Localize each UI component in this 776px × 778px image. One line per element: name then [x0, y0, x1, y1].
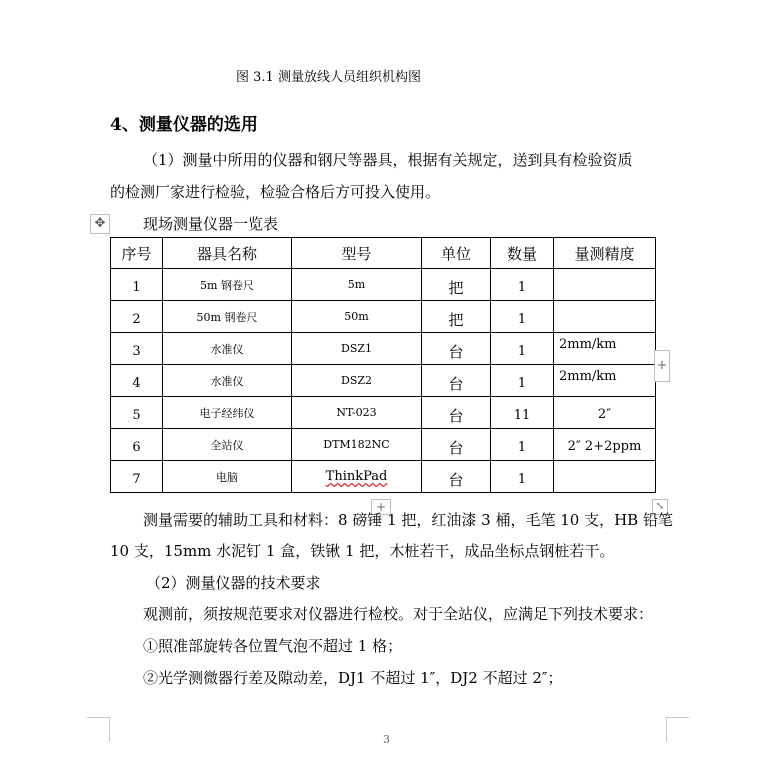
- cell-no: 3: [111, 333, 163, 365]
- table-title: 现场测量仪器一览表: [143, 215, 279, 233]
- table-row: [111, 365, 656, 397]
- cell-model: [292, 461, 422, 493]
- cell-qty: 1: [491, 333, 554, 365]
- paragraph-2-line-1: 测量需要的辅助工具和材料：8 磅锤 1 把，红油漆 3 桶，毛笔 10 支，HB 铅笔: [143, 511, 673, 529]
- section-heading: 4、测量仪器的选用: [110, 115, 258, 135]
- cell-name: 5m 钢卷尺: [163, 269, 292, 301]
- subheading-2: （2）测量仪器的技术要求: [146, 574, 321, 592]
- cell-unit: 把: [422, 269, 491, 301]
- cell-no: 2: [111, 301, 163, 333]
- cell-qty: 1: [491, 301, 554, 333]
- cell-qty: 1: [491, 461, 554, 493]
- cell-model: 5m: [292, 269, 422, 301]
- cell-unit: 台: [422, 429, 491, 461]
- cell-model: DTM182NC: [292, 429, 422, 461]
- cell-no: 5: [111, 397, 163, 429]
- requirement-item-2: ②光学测微器行差及隙动差，DJ1 不超过 1″，DJ2 不超过 2″；: [143, 669, 563, 687]
- cell-qty: 11: [491, 397, 554, 429]
- cell-model: DSZ2: [292, 365, 422, 397]
- spellcheck-underlined-text: ThinkPad: [325, 469, 388, 484]
- cell-qty: 1: [491, 429, 554, 461]
- add-column-plus-icon[interactable]: +: [654, 350, 670, 382]
- cell-model: DSZ1: [292, 333, 422, 365]
- header-cell-precision: 量测精度: [554, 238, 656, 269]
- cell-precision: [554, 269, 656, 301]
- page-corner-mark-right: [666, 717, 689, 742]
- table-row: [111, 269, 656, 301]
- header-cell-no: 序号: [111, 238, 163, 269]
- cell-name: 水准仪: [163, 365, 292, 397]
- cell-unit: 台: [422, 397, 491, 429]
- page-corner-mark-left: [87, 717, 110, 742]
- requirement-item-1: ①照准部旋转各位置气泡不超过 1 格；: [143, 637, 403, 655]
- cell-name: 水准仪: [163, 333, 292, 365]
- header-cell-qty: 数量: [491, 238, 554, 269]
- cell-name: 50m 钢卷尺: [163, 301, 292, 333]
- cell-model: 50m: [292, 301, 422, 333]
- table-row: [111, 397, 656, 429]
- add-row-plus-icon[interactable]: +: [371, 499, 391, 515]
- header-cell-model: 型号: [292, 238, 422, 269]
- cell-no: 4: [111, 365, 163, 397]
- table-row: [111, 461, 656, 493]
- cell-name: 电脑: [163, 461, 292, 493]
- paragraph-2-line-2: 10 支，15mm 水泥钉 1 盒，铁锹 1 把，木桩若干，成品坐标点钢桩若干。: [110, 542, 615, 560]
- page-number: 3: [383, 733, 390, 746]
- table-row: [111, 429, 656, 461]
- figure-caption: 图 3.1 测量放线人员组织机构图: [236, 70, 421, 85]
- cell-precision: 2″: [554, 397, 656, 429]
- cell-precision: 2″ 2+2ppm: [554, 429, 656, 461]
- cell-model: NT-023: [292, 397, 422, 429]
- header-cell-unit: 单位: [422, 238, 491, 269]
- cell-unit: 台: [422, 365, 491, 397]
- cell-unit: 把: [422, 301, 491, 333]
- cell-unit: 台: [422, 333, 491, 365]
- cell-no: 1: [111, 269, 163, 301]
- instrument-table: [110, 237, 656, 493]
- cell-precision: [554, 301, 656, 333]
- cell-unit: 台: [422, 461, 491, 493]
- cell-precision: 2mm/km: [554, 365, 656, 397]
- cell-no: 7: [111, 461, 163, 493]
- table-header-row: [111, 238, 656, 269]
- cell-qty: 1: [491, 269, 554, 301]
- paragraph-1-line-2: 的检测厂家进行检验，检验合格后方可投入使用。: [110, 183, 441, 201]
- cell-name: 电子经纬仪: [163, 397, 292, 429]
- table-resize-icon[interactable]: ⤡: [652, 499, 668, 515]
- table-row: [111, 333, 656, 365]
- cell-name: 全站仪: [163, 429, 292, 461]
- header-cell-name: 器具名称: [163, 238, 292, 269]
- cell-qty: 1: [491, 365, 554, 397]
- table-row: [111, 301, 656, 333]
- cell-precision: [554, 461, 656, 493]
- paragraph-1-line-1: （1）测量中所用的仪器和钢尺等器具，根据有关规定，送到具有检验资质: [143, 151, 633, 169]
- cell-no: 6: [111, 429, 163, 461]
- paragraph-3: 观测前，须按规范要求对仪器进行检校。对于全站仪，应满足下列技术要求：: [143, 605, 654, 623]
- table-move-handle-icon[interactable]: ✥: [90, 214, 110, 234]
- cell-precision: 2mm/km: [554, 333, 656, 365]
